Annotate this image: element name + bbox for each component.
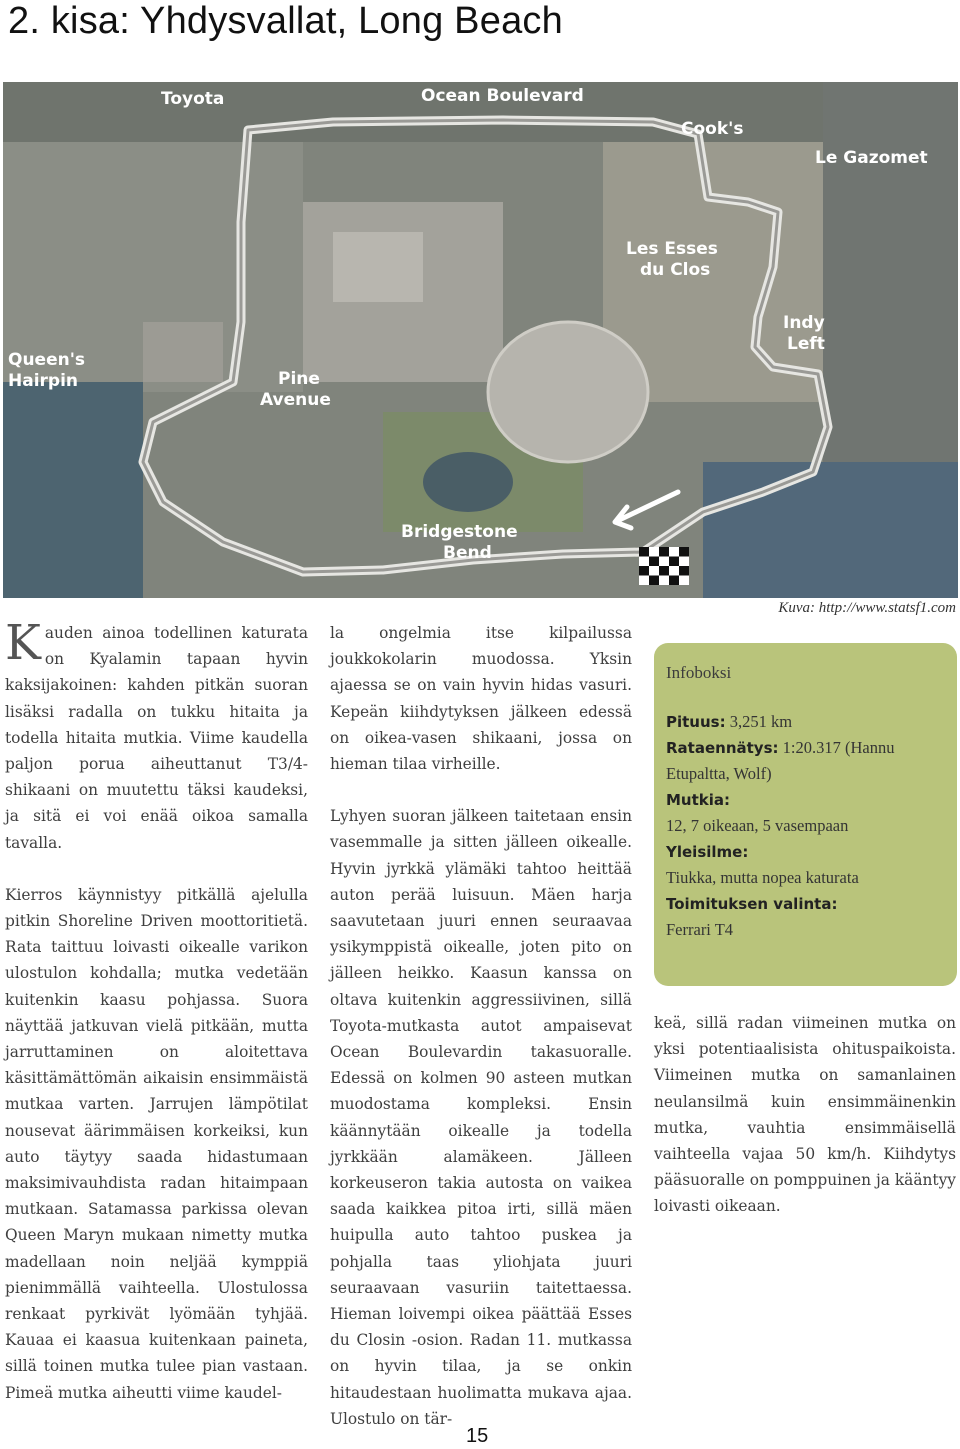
label-bridgestone-2: Bend — [443, 543, 492, 563]
info-length: Pituus: 3,251 km — [666, 712, 793, 731]
label-les-esses-1: Les Esses — [626, 239, 718, 259]
label-pine-1: Pine — [278, 369, 320, 389]
label-ocean-boulevard: Ocean Boulevard — [421, 86, 584, 106]
label-toyota: Toyota — [161, 89, 225, 109]
paragraph: Lyhyen suoran jälkeen taitetaan ensin vasemmalle ja sitten jälleen oikealle. Hyvin jyrkkä ylämäki tahtoo heittää auton perää luisuun. Mäen harja saavutetaan juuri ennen seuraavaa ysikymppistä oikealle, joten pito on jälleen heikko. Kaasun kanssa on oltava kuitenkin aggressiivinen, sillä Toyota-mutkasta autot ampaisevat Ocean Boulevardin takasuoralle. Edessä on kolmen 90 asteen mutkan muodostama kompleksi. Ensin käännytään oikealle ja todella jyrkkään alamäkeen. Jälleen korkeuseron takia autosta on vaikea saada kaikkea pitoa irti, sillä mäen huipulla auto tahtoo puskea ja pohjalla taas yliohjata juuri seuraavaan vasuriin taitettaessa. Hieman loivempi oikea päättää Esses du Closin -osion. Radan 11. mutkassa on hyvin tilaa, ja se onkin hitaudestaan huolimatta mukava ajaa. Ulostulo on tär- — [330, 807, 632, 1428]
article-column-2 — [330, 620, 632, 1432]
label-les-esses-2: du Clos — [640, 260, 711, 280]
label-pine-2: Avenue — [260, 390, 331, 410]
info-corners-label: Mutkia: — [666, 791, 731, 809]
page-number: 15 — [466, 1425, 489, 1447]
page-title: 2. kisa: Yhdysvallat, Long Beach — [8, 0, 563, 42]
paragraph: keä, sillä radan viimeinen mutka on yksi potentiaalisista ohituspaikoista. Viimeinen mutka on samanlainen neulansilmä kuin ensimmäinenkin mutka, vauhtia ensimmäisellä vaihteella vajaa 50 km/h. Kiihdytys pääsuoralle on pomppuinen ja kääntyy loivasti oikeaan. — [654, 1014, 956, 1216]
info-box-title: Infoboksi — [666, 663, 732, 682]
label-queens-2: Hairpin — [8, 371, 79, 391]
paragraph: Kierros käynnistyy pitkällä ajelulla pitkin Shoreline Driven moottoritietä. Rata taittuu loivasti oikealle varikon ulostulon kohdalla; mutka vedetään kuitenkin kaasu pohjassa. Suora näyttää jatkuvan vielä pitkään, mutta jarruttaminen on aloitettava käsittämättömän aikaisin ensimmäistä mutkaa varten. Jarrujen lämpötilat nousevat äärimmäisen korkeiksi, kun auto täytyy saada hidastumaan maksimivauhdista radan hitaimpaan mutkaan. Satamassa parkissa olevan Queen Maryn mukaan nimetty mutka madellaan noin neljää kymppiä pienimmällä vaihteella. Ulostulossa renkaat pyrkivät lyömään tyhjää. Kauaa ei kaasua kuitenkaan paineta, sillä toinen mutka tulee pian vastaan. Pimeä mutka aiheutti viime kaudel- — [5, 885, 308, 1402]
image-caption: Kuva: http://www.statsf1.com — [778, 600, 956, 616]
info-pick-label: Toimituksen valinta: — [666, 895, 838, 913]
label-queens-1: Queen's — [8, 350, 86, 370]
label-cooks: Cook's — [681, 119, 744, 139]
label-bridgestone-1: Bridgestone — [401, 522, 518, 542]
paragraph: Kauden ainoa todellinen katurata on Kyalamin tapaan hyvin kaksijakoinen: kahden pitkän suoran lisäksi radalla on tukku hitaita ja todella hitaita mutkia. Viime kaudella paljon porua aiheuttanut T3/4-shikaani on muutettu täksi kaudeksi, ja sitä ei voi enää oikoa samalla tavalla. — [5, 615, 308, 852]
info-general-label: Yleisilme: — [666, 843, 749, 861]
info-pick-value: Ferrari T4 — [666, 920, 734, 939]
article-column-1 — [5, 615, 308, 1406]
label-indy-2: Left — [787, 334, 825, 354]
label-indy-1: Indy — [783, 313, 825, 333]
drop-cap: K — [5, 615, 41, 671]
paragraph: la ongelmia itse kilpailussa joukkokolarin muodossa. Yksin ajaessa se on vain hyvin hidas vasuri. Kepeän kiihdytyksen jälkeen edessä on oikea-vasen shikaani, jossa on hieman tilaa virheille. — [330, 624, 632, 774]
info-record: Rataennätys: 1:20.317 (Hannu Etupaltta, Wolf) — [666, 738, 895, 783]
article-column-3 — [654, 1010, 956, 1220]
track-map — [3, 82, 958, 598]
checkered-flag-icon — [639, 547, 689, 585]
label-le-gazomet: Le Gazomet — [815, 148, 928, 168]
info-box — [654, 643, 957, 986]
info-general-value: Tiukka, mutta nopea katurata — [666, 868, 859, 887]
info-corners-value: 12, 7 oikeaan, 5 vasempaan — [666, 816, 849, 835]
